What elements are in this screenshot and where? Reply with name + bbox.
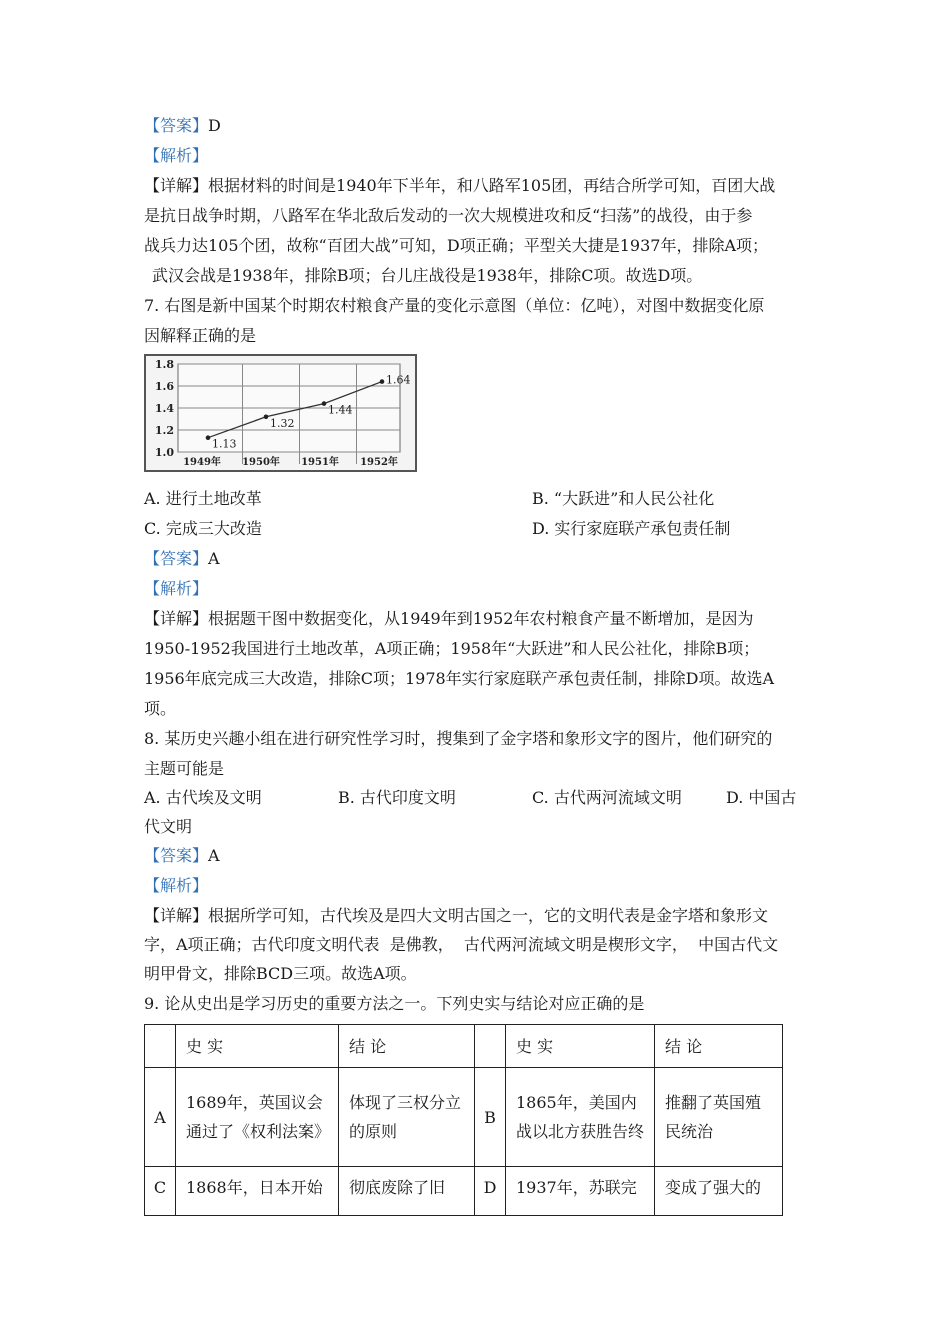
y-tick-label: 1.4 xyxy=(154,402,174,415)
data-point xyxy=(380,379,385,384)
x-tick-label: 1952年 xyxy=(360,457,398,468)
x-tick-label: 1950年 xyxy=(242,457,280,468)
q8-detail-line-3: 明甲骨文，排除BCD三项。故选A项。 xyxy=(144,964,417,983)
q6-analysis-tag: 【解析】 xyxy=(144,146,209,165)
q7-detail-text: 根据题干图中数据变化，从1949年到1952年农村粮食产量不断增加，是因为 xyxy=(208,609,754,628)
q7-option-c: C. 完成三大改造 xyxy=(144,519,262,538)
data-label: 1.64 xyxy=(386,373,411,387)
y-tick-label: 1.0 xyxy=(154,446,174,459)
table-cell: D xyxy=(475,1167,506,1216)
q8-detail-line-1 xyxy=(144,906,814,926)
q8-detail-text: 根据所学可知，古代埃及是四大文明古国之一，它的文明代表是金字塔和象形文 xyxy=(208,906,769,925)
q8-option-d-continued: 代文明 xyxy=(144,817,193,836)
data-label: 1.44 xyxy=(328,403,353,417)
q9-stem: 9. 论从史出是学习历史的重要方法之一。下列史实与结论对应正确的是 xyxy=(144,994,645,1013)
table-cell: 彻底废除了旧 xyxy=(339,1167,475,1216)
answer-tag: 【答案】 xyxy=(144,846,209,865)
table-cell: A xyxy=(145,1068,176,1167)
q8-analysis-tag: 【解析】 xyxy=(144,876,209,895)
q8-option-d: D. 中国古 xyxy=(726,788,797,807)
q7-stem-line-2: 因解释正确的是 xyxy=(144,326,257,345)
table-header-cell xyxy=(145,1025,176,1068)
q6-answer: D xyxy=(208,116,221,135)
x-tick-label: 1951年 xyxy=(301,457,339,468)
table-cell: 体现了三权分立的原则 xyxy=(339,1068,475,1167)
table-cell: 推翻了英国殖民统治 xyxy=(655,1068,783,1167)
table-cell: 1689年，英国议会通过了《权利法案》 xyxy=(176,1068,339,1167)
q6-detail-text: 根据材料的时间是1940年下半年，和八路军105团，再结合所学可知，百团大战 xyxy=(208,176,776,195)
q6-detail-line-1 xyxy=(144,176,814,196)
q6-answer-line xyxy=(144,116,814,136)
table-header-cell: 史 实 xyxy=(176,1025,339,1068)
table-cell: B xyxy=(475,1068,506,1167)
q7-detail-line-3: 1956年底完成三大改造，排除C项；1978年实行家庭联产承包责任制，排除D项。故选A xyxy=(144,669,775,688)
detail-tag: 【详解】 xyxy=(144,609,209,628)
data-point xyxy=(264,415,269,420)
table-header-cell: 结 论 xyxy=(339,1025,475,1068)
q8-detail-line-2: 字，A项正确；古代印度文明代表 是佛教， 古代两河流域文明是楔形文字， 中国古代文 xyxy=(144,935,779,954)
q6-detail-line-2: 是抗日战争时期，八路军在华北敌后发动的一次大规模进攻和反“扫荡”的战役，由于参 xyxy=(144,206,753,225)
table-cell: 变成了强大的 xyxy=(655,1167,783,1216)
q7-analysis-tag: 【解析】 xyxy=(144,579,209,598)
data-point xyxy=(206,435,211,440)
q7-option-b: B. “大跃进”和人民公社化 xyxy=(532,489,715,508)
table-header-cell: 史 实 xyxy=(506,1025,655,1068)
q6-detail-line-4: 武汉会战是1938年，排除B项；台儿庄战役是1938年，排除C项。故选D项。 xyxy=(152,266,703,285)
q8-option-b: B. 古代印度文明 xyxy=(338,788,456,807)
q8-option-a: A. 古代埃及文明 xyxy=(144,788,262,807)
q7-answer-line xyxy=(144,549,814,569)
detail-tag: 【详解】 xyxy=(144,906,209,925)
table-header-cell: 结 论 xyxy=(655,1025,783,1068)
answer-tag: 【答案】 xyxy=(144,549,209,568)
table-header-cell xyxy=(475,1025,506,1068)
q7-answer: A xyxy=(208,549,220,568)
q8-answer-line xyxy=(144,846,814,866)
q7-option-d: D. 实行家庭联产承包责任制 xyxy=(532,519,731,538)
line-chart xyxy=(146,356,415,470)
q8-stem-line-2: 主题可能是 xyxy=(144,759,225,778)
q7-option-a: A. 进行土地改革 xyxy=(144,489,262,508)
table-header-row xyxy=(145,1025,783,1068)
table-row xyxy=(145,1068,783,1167)
y-tick-label: 1.6 xyxy=(154,380,174,393)
grain-output-chart xyxy=(144,354,417,472)
q7-stem-line-1: 7. 右图是新中国某个时期农村粮食产量的变化示意图（单位：亿吨），对图中数据变化原 xyxy=(144,296,765,315)
q8-stem-line-1: 8. 某历史兴趣小组在进行研究性学习时，搜集到了金字塔和象形文字的图片，他们研究的 xyxy=(144,729,773,748)
data-point xyxy=(322,401,327,406)
y-tick-label: 1.8 xyxy=(154,358,174,371)
x-tick-label: 1949年 xyxy=(183,457,221,468)
detail-tag: 【详解】 xyxy=(144,176,209,195)
data-label: 1.13 xyxy=(212,437,237,451)
table-cell: 1868年，日本开始 xyxy=(176,1167,339,1216)
table-cell: 1937年，苏联完 xyxy=(506,1167,655,1216)
answer-tag: 【答案】 xyxy=(144,116,209,135)
q6-detail-line-3: 战兵力达105个团，故称“百团大战”可知，D项正确；平型关大捷是1937年，排除A项； xyxy=(144,236,769,255)
table-row xyxy=(145,1167,783,1216)
q7-detail-line-1 xyxy=(144,609,814,629)
q7-detail-line-4: 项。 xyxy=(144,699,177,718)
table-cell: C xyxy=(145,1167,176,1216)
data-label: 1.32 xyxy=(270,416,295,430)
q9-table xyxy=(144,1024,783,1216)
q8-answer: A xyxy=(208,846,220,865)
table-cell: 1865年，美国内战以北方获胜告终 xyxy=(506,1068,655,1167)
y-tick-label: 1.2 xyxy=(154,424,174,437)
q8-option-c: C. 古代两河流域文明 xyxy=(532,788,682,807)
q7-detail-line-2: 1950-1952我国进行土地改革，A项正确；1958年“大跃进”和人民公社化，排除B项； xyxy=(144,639,760,658)
